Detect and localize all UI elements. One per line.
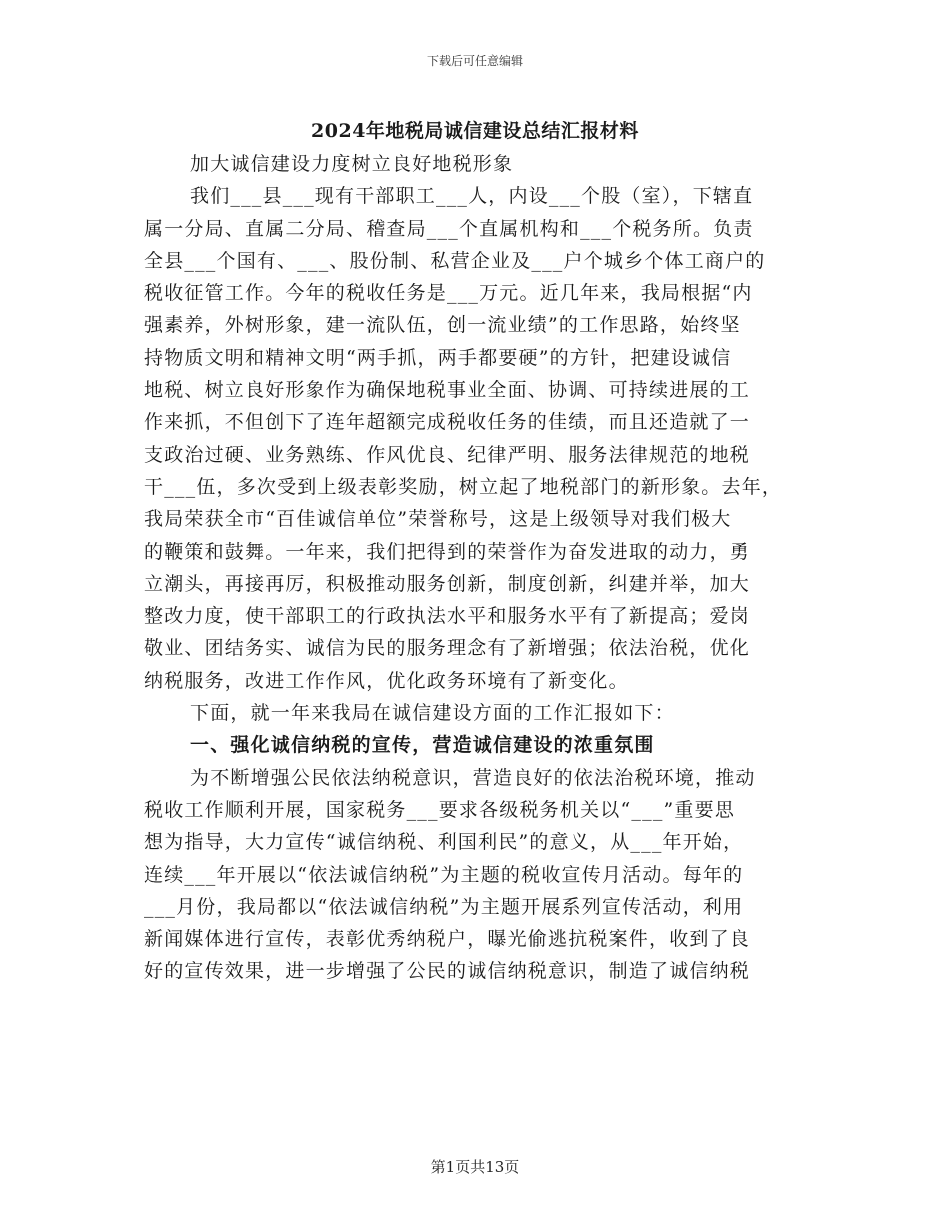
- paragraph-line: 新闻媒体进行宣传，表彰优秀纳税户，曝光偷逃抗税案件，收到了良: [144, 928, 751, 951]
- paragraph-line: 税收工作顺利开展，国家税务___要求各级税务机关以“___”重要思: [144, 798, 736, 821]
- page-footer: 第1页共13页: [430, 1158, 520, 1176]
- paragraph-line: ___月份，我局都以“依法诚信纳税”为主题开展系列宣传活动，利用: [144, 895, 744, 918]
- header-note: 下载后可任意编辑: [426, 54, 523, 68]
- paragraph-line: 干___伍，多次受到上级表彰奖励，树立起了地税部门的新形象。去年，: [144, 475, 783, 498]
- paragraph-line: 敬业、团结务实、诚信为民的服务理念有了新增强；依法治税，优化: [144, 637, 751, 660]
- paragraph-line: 的鞭策和鼓舞。一年来，我们把得到的荣誉作为奋发进取的动力，勇: [144, 540, 751, 563]
- paragraph-line: 属一分局、直属二分局、稽查局___个直属机构和___个税务所。负责: [144, 217, 754, 240]
- paragraph-line: 下面，就一年来我局在诚信建设方面的工作汇报如下：: [190, 702, 675, 725]
- paragraph-line: 为不断增强公民依法纳税意识，营造良好的依法治税环境，推动: [190, 766, 756, 789]
- paragraph-line: 全县___个国有、___、股份制、私营企业及___户个城乡个体工商户的: [144, 249, 766, 272]
- paragraph-line: 想为指导，大力宣传“诚信纳税、利国利民”的意义，从___年开始，: [144, 831, 744, 854]
- subtitle-line: 加大诚信建设力度树立良好地税形象: [190, 153, 514, 175]
- paragraph-line: 地税、树立良好形象作为确保地税事业全面、协调、可持续进展的工: [144, 379, 751, 402]
- document-body: [144, 148, 824, 988]
- paragraph-line: 支政治过硬、业务熟练、作风优良、纪律严明、服务法律规范的地税: [144, 443, 751, 466]
- paragraph-line: 税收征管工作。今年的税收任务是___万元。近几年来，我局根据“内: [144, 282, 753, 305]
- section-heading: 一、强化诚信纳税的宣传，营造诚信建设的浓重氛围: [190, 734, 655, 757]
- paragraph-line: 连续___年开展以“依法诚信纳税”为主题的税收宣传月活动。每年的: [144, 863, 744, 886]
- paragraph-line: 强素养，外树形象，建一流队伍，创一流业绩”的工作思路，始终坚: [144, 314, 741, 337]
- paragraph-line: 好的宣传效果，进一步增强了公民的诚信纳税意识，制造了诚信纳税: [144, 960, 751, 983]
- paragraph-line: 我局荣获全市“百佳诚信单位”荣誉称号，这是上级领导对我们极大: [144, 508, 732, 531]
- paragraph-line: 纳税服务，改进工作作风，优化政务环境有了新变化。: [144, 669, 629, 692]
- paragraph-line: 立潮头，再接再厉，积极推动服务创新，制度创新，纠建并举，加大: [144, 572, 751, 595]
- paragraph-line: 持物质文明和精神文明“两手抓，两手都要硬”的方针，把建设诚信: [144, 346, 732, 369]
- document-title: 2024年地税局诚信建设总结汇报材料: [311, 120, 639, 142]
- paragraph-line: 我们___县___现有干部职工___人，内设___个股（室），下辖直: [190, 185, 754, 208]
- paragraph-line: 作来抓，不但创下了连年超额完成税收任务的佳绩，而且还造就了一: [144, 411, 751, 434]
- paragraph-line: 整改力度，使干部职工的行政执法水平和服务水平有了新提高；爱岗: [144, 605, 751, 628]
